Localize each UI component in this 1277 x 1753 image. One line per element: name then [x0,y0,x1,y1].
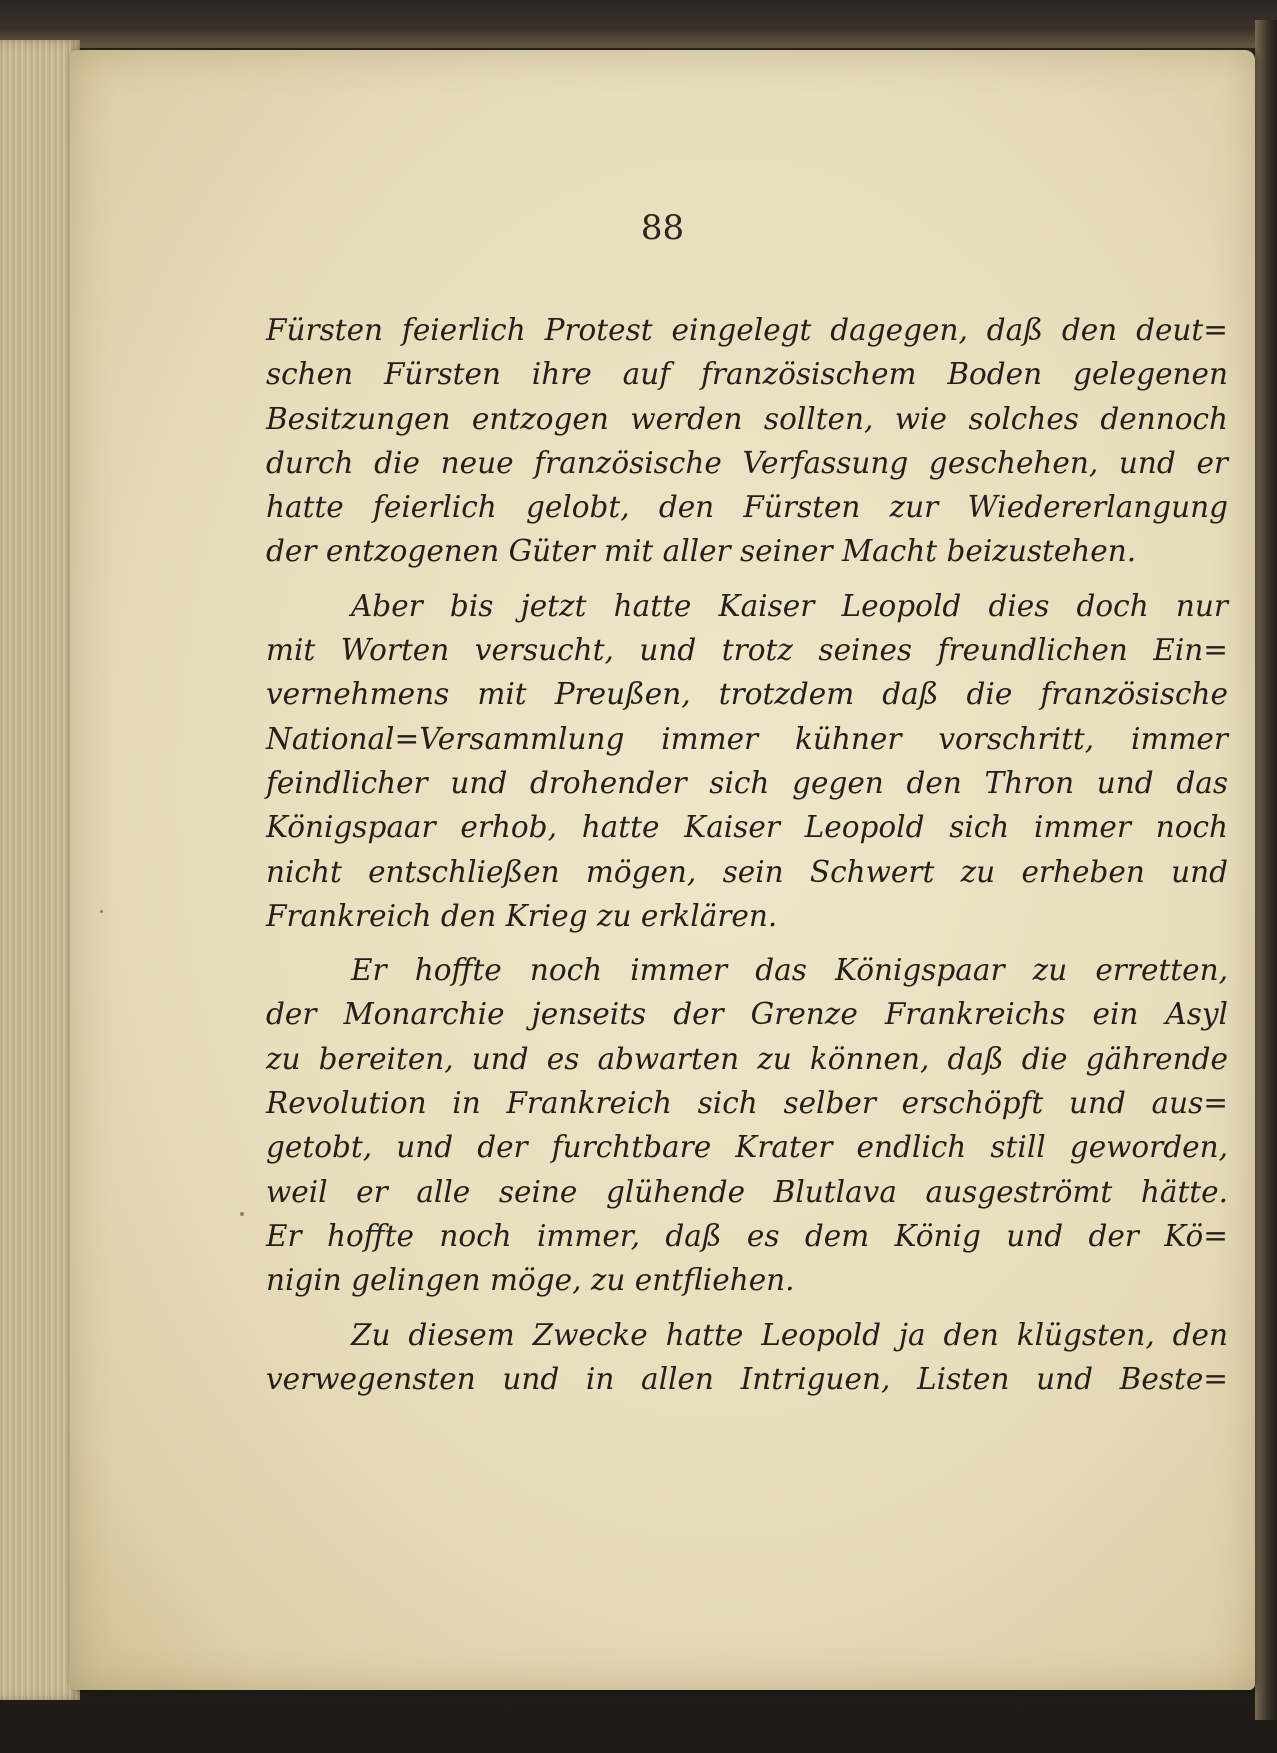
text-line: mit Worten versucht, und trotz seines freundlichen Ein= [266,633,1228,668]
paragraph [266,948,1228,1302]
text-line: der entzogenen Güter mit aller seiner Macht beizustehen. [266,534,1137,569]
text-line: zu bereiten, und es abwarten zu können, daß die gährende [266,1041,1228,1076]
text-line: der Monarchie jenseits der Grenze Frankreichs ein Asyl [266,997,1228,1032]
text-line: hatte feierlich gelobt, den Fürsten zur Wiedererlangung [266,490,1228,525]
page-number: 88 [640,208,685,248]
book-cover-edge [1255,20,1277,1720]
text-line: Frankreich den Krieg zu erklären. [266,898,778,933]
text-line: Revolution in Frankreich sich selber erschöpft und aus= [266,1086,1228,1121]
text-line: National=Versammlung immer kühner vorschritt, immer [266,721,1228,756]
page-edges [0,40,80,1700]
text-line: verwegensten und in allen Intriguen, Listen und Beste= [266,1361,1228,1396]
text-line: Er hoffte noch immer, daß es dem König und der Kö= [266,1218,1228,1253]
text-line: nigin gelingen möge, zu entfliehen. [266,1263,795,1298]
text-line: nicht entschließen mögen, sein Schwert zu erheben und [266,854,1228,889]
paper-speck [240,1212,244,1216]
text-line: feindlicher und drohender sich gegen den Thron und das [266,765,1228,800]
text-line: weil er alle seine glühende Blutlava ausgeströmt hätte. [266,1174,1228,1209]
book-page [70,50,1255,1690]
paragraph [266,584,1228,938]
book-cover-top [0,0,1277,48]
text-line: Fürsten feierlich Protest eingelegt dagegen, daß den deut= [266,313,1228,347]
paper-speck [100,910,103,913]
text-line: Er hoffte noch immer das Königspaar zu erretten, [351,953,1228,988]
paragraph [266,1313,1228,1402]
body-text [266,308,1228,1401]
paragraph [266,308,1228,574]
text-line: durch die neue französische Verfassung geschehen, und er [266,445,1228,480]
text-line: schen Fürsten ihre auf französischem Boden gelegenen [266,357,1228,392]
text-line: Besitzungen entzogen werden sollten, wie solches dennoch [266,401,1228,436]
text-line: vernehmens mit Preußen, trotzdem daß die französische [266,677,1228,712]
text-line: getobt, und der furchtbare Krater endlich still geworden, [266,1130,1228,1165]
text-line: Aber bis jetzt hatte Kaiser Leopold dies doch nur [351,588,1228,623]
text-line: Königspaar erhob, hatte Kaiser Leopold sich immer noch [266,810,1228,845]
text-line: Zu diesem Zwecke hatte Leopold ja den klügsten, den [351,1317,1228,1352]
